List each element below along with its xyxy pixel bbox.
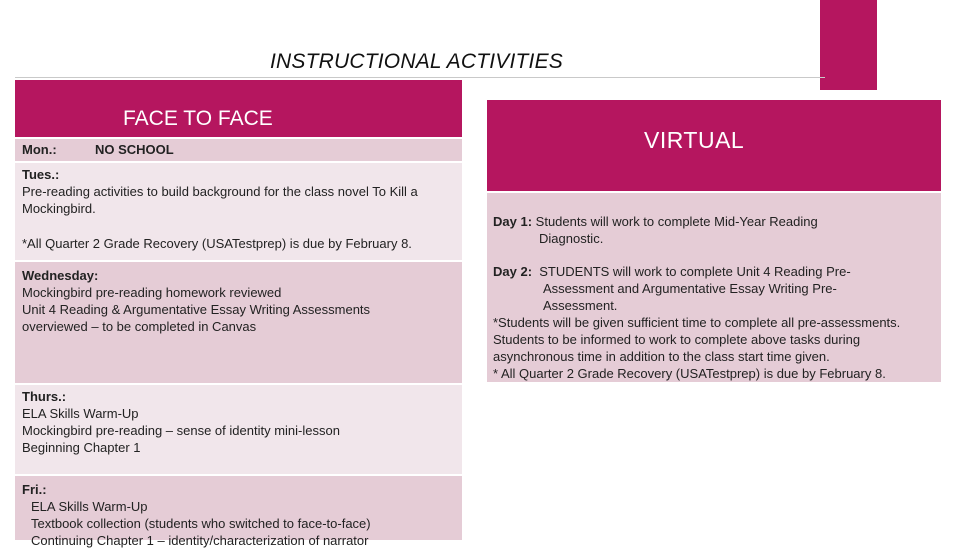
day2-label: Day 2: xyxy=(493,264,533,279)
friday-line-2: Textbook collection (students who switched to face-to-face) xyxy=(31,516,371,531)
tuesday-row xyxy=(15,163,462,260)
day1-label: Day 1: xyxy=(493,214,533,229)
tuesday-line-1: Pre-reading activities to build background for the class novel To Kill a xyxy=(22,184,418,199)
wednesday-line-3: overviewed – to be completed in Canvas xyxy=(22,319,257,334)
title-divider xyxy=(15,77,825,78)
thursday-line-3: Beginning Chapter 1 xyxy=(22,440,141,455)
face-to-face-header xyxy=(15,80,462,137)
wednesday-row xyxy=(15,262,462,383)
tuesday-note: *All Quarter 2 Grade Recovery (USATestprep) is due by February 8. xyxy=(22,236,412,251)
friday-line-1: ELA Skills Warm-Up xyxy=(31,499,148,514)
virtual-title: VIRTUAL xyxy=(644,127,745,153)
slide-title: INSTRUCTIONAL ACTIVITIES xyxy=(270,50,564,73)
monday-text: NO SCHOOL xyxy=(95,142,174,157)
virtual-note-2: Students to be informed to work to complete above tasks during xyxy=(493,332,861,347)
day2-line-3: Assessment. xyxy=(543,298,618,313)
friday-content xyxy=(22,481,371,549)
monday-row xyxy=(15,139,462,161)
day2-line-2: Assessment and Argumentative Essay Writing Pre- xyxy=(543,281,837,296)
day2-line-1: STUDENTS will work to complete Unit 4 Reading Pre- xyxy=(539,264,851,279)
tuesday-line-2: Mockingbird. xyxy=(22,201,96,216)
friday-label: Fri.: xyxy=(22,482,47,497)
virtual-note-1: *Students will be given sufficient time to complete all pre-assessments. xyxy=(493,315,901,330)
day1-block xyxy=(493,213,818,247)
tuesday-label: Tues.: xyxy=(22,167,60,182)
thursday-label: Thurs.: xyxy=(22,389,67,404)
wednesday-line-1: Mockingbird pre-reading homework reviewed xyxy=(22,285,282,300)
thursday-line-1: ELA Skills Warm-Up xyxy=(22,406,139,421)
friday-line-3: Continuing Chapter 1 – identity/characterization of narrator xyxy=(31,533,369,548)
wednesday-label: Wednesday: xyxy=(22,268,99,283)
thursday-row xyxy=(15,385,462,474)
monday-label: Mon.: xyxy=(22,142,57,157)
day2-block xyxy=(493,263,900,382)
virtual-body xyxy=(487,193,941,382)
day1-line-1: Students will work to complete Mid-Year Reading xyxy=(535,214,818,229)
thursday-content xyxy=(22,388,340,456)
virtual-note-3: asynchronous time in addition to the class start time given. xyxy=(493,349,830,364)
day1-line-2: Diagnostic. xyxy=(539,231,604,246)
thursday-line-2: Mockingbird pre-reading – sense of identity mini-lesson xyxy=(22,423,340,438)
wednesday-content xyxy=(22,267,370,335)
face-to-face-title: FACE TO FACE xyxy=(123,107,273,130)
tuesday-content xyxy=(22,166,418,252)
virtual-note-4: * All Quarter 2 Grade Recovery (USATestprep) is due by February 8. xyxy=(493,366,886,381)
accent-bar xyxy=(820,0,877,90)
wednesday-line-2: Unit 4 Reading & Argumentative Essay Writing Assessments xyxy=(22,302,371,317)
virtual-header xyxy=(487,100,941,191)
friday-row xyxy=(15,476,462,548)
